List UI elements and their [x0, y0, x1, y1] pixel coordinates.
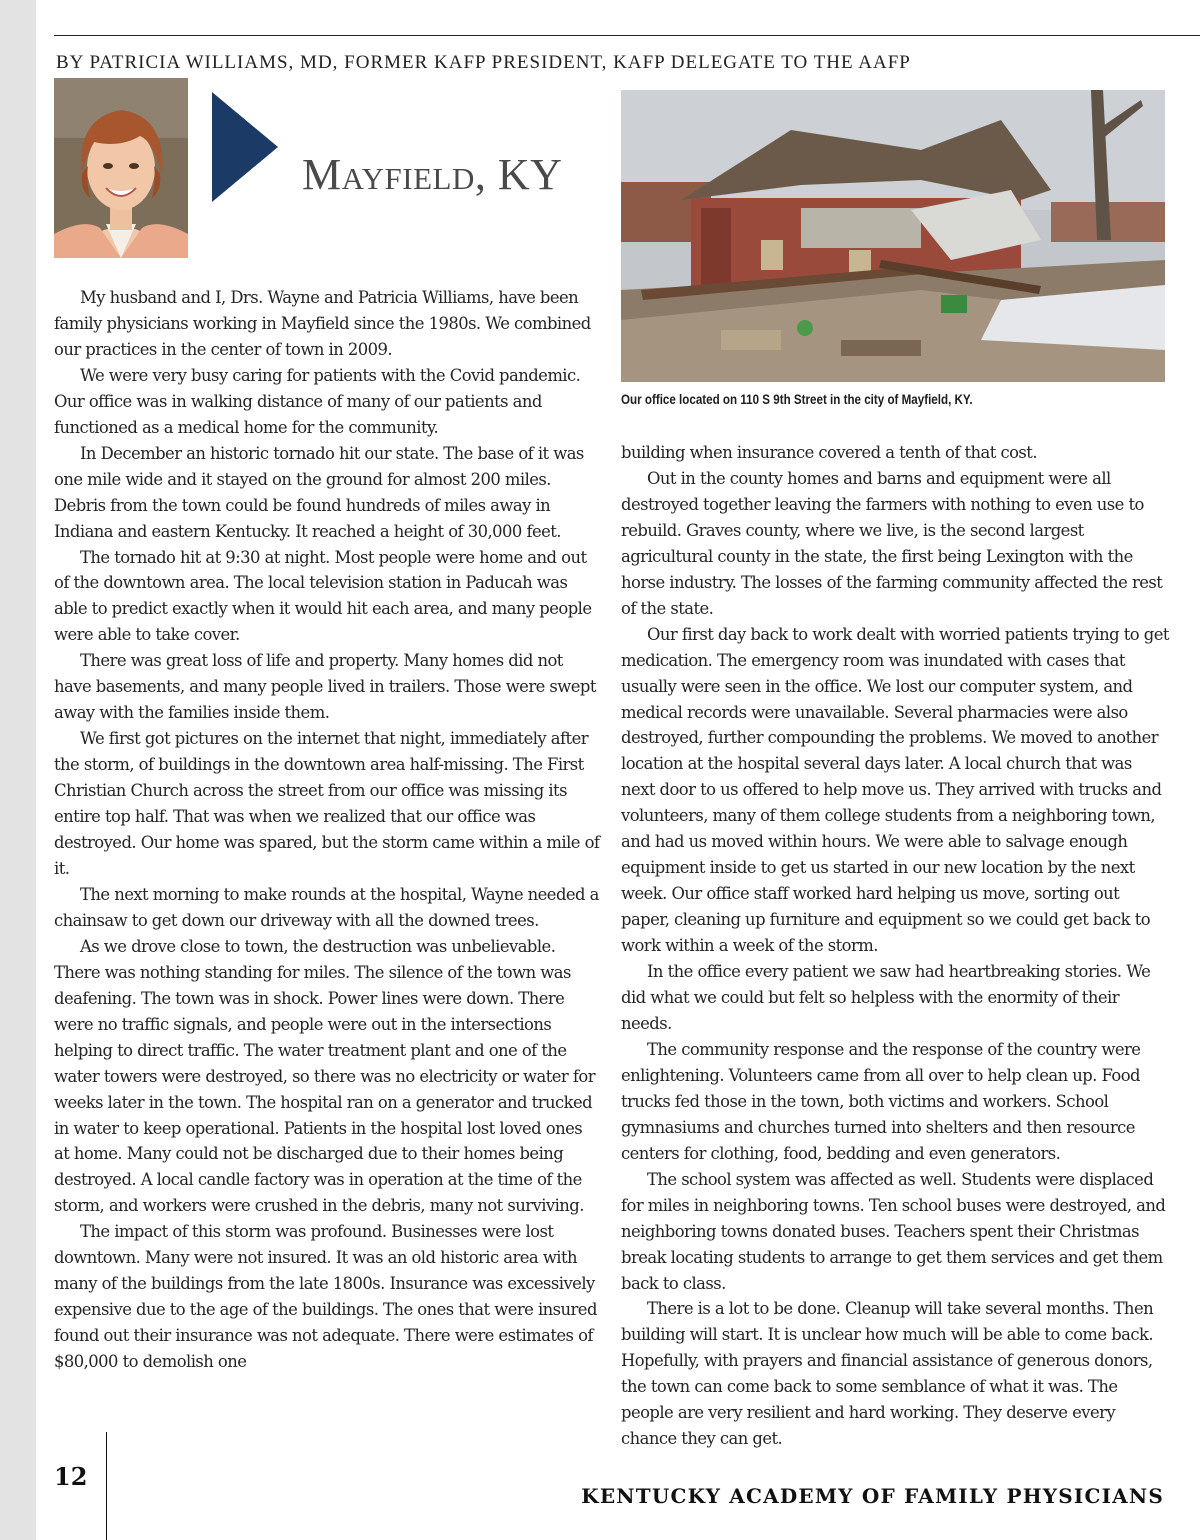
paragraph: The tornado hit at 9:30 at night. Most people were home and out of the downtown area. The local television station in Paducah was able to predict exactly when it would hit each area, and many people were able to take cover.	[54, 547, 592, 645]
damaged-office-illustration	[621, 90, 1165, 382]
article-column-right	[621, 440, 1169, 1452]
paragraph: My husband and I, Drs. Wayne and Patricia Williams, have been family physicians working in Mayfield since the 1980s. We combined our practices in the center of town in 2009.	[54, 288, 591, 359]
paragraph: In December an historic tornado hit our state. The base of it was one mile wide and it stayed on the ground for almost 200 miles. Debris from the town could be found hundreds of miles away in Indiana and eastern Kentucky. It reached a height of 30,000 feet.	[54, 443, 584, 541]
byline: BY PATRICIA WILLIAMS, MD, FORMER KAFP PRESIDENT, KAFP DELEGATE TO THE AAFP	[56, 52, 911, 73]
publication-name: KENTUCKY ACADEMY OF FAMILY PHYSICIANS	[581, 1484, 1164, 1508]
footer-divider	[106, 1432, 107, 1540]
paragraph: The next morning to make rounds at the hospital, Wayne needed a chainsaw to get down our driveway with all the downed trees.	[54, 884, 599, 930]
paragraph: Our first day back to work dealt with worried patients trying to get medication. The emergency room was inundated with cases that usually were seen in the office. We lost our computer system, and medical records were unavailable. Several pharmacies were also destroyed, further compounding the problems. We moved to another location at the hospital several days later. A local church that was next door to us offered to help move us. They arrived with trucks and volunteers, many of them college students from a neighboring town, and had us moved within hours. We were able to salvage enough equipment inside to get us started in our new location by the next week. Our office staff worked hard helping us move, sorting out paper, cleaning up furniture and equipment so we could get back to work within a week of the storm.	[621, 624, 1169, 956]
author-portrait-illustration	[54, 78, 188, 258]
paragraph: Out in the county homes and barns and equipment were all destroyed together leaving the farmers with nothing to even use to rebuild. Graves county, where we live, is the second largest agricultural county in the state, the first being Lexington with the horse industry. The losses of the farming community affected the rest of the state.	[621, 468, 1163, 618]
header-rule	[54, 35, 1200, 36]
paragraph: In the office every patient we saw had heartbreaking stories. We did what we could but felt so helpless with the enormity of their needs.	[621, 962, 1151, 1033]
article-title: Mayfield, KY	[302, 150, 563, 200]
paragraph: The school system was affected as well. Students were displaced for miles in neighboring towns. Ten school buses were destroyed, and neighboring towns donated buses. Teachers spent their Christmas break locating students to arrange to get them services and get them back to class.	[621, 1169, 1166, 1293]
paragraph: The community response and the response of the country were enlightening. Volunteers came from all over to help clean up. Food trucks fed those in the town, both victims and workers. School gymnasiums and churches turned into shelters and then resource centers for clothing, food, bedding and even generators.	[621, 1039, 1141, 1163]
tornado-damage-photo	[621, 90, 1165, 382]
article-column-left	[54, 285, 600, 1375]
page-edge-strip	[0, 0, 36, 1540]
author-photo	[54, 78, 188, 258]
page-number: 12	[54, 1462, 88, 1491]
paragraph-continuation: building when insurance covered a tenth of that cost.	[621, 443, 1037, 462]
paragraph: As we drove close to town, the destruction was unbelievable. There was nothing standing for miles. The silence of the town was deafening. The town was in shock. Power lines were down. There were no traffic signals, and people were out in the intersections helping to direct traffic. The water treatment plant and one of the water towers were destroyed, so there was no electricity or water for weeks later in the town. The hospital ran on a generator and trucked in water to keep operational. Patients in the hospital lost loved ones at home. Many could not be discharged due to their homes being destroyed. A local candle factory was in operation at the time of the storm, and workers were crushed in the debris, many not surviving.	[54, 936, 595, 1216]
paragraph: We were very busy caring for patients with the Covid pandemic. Our office was in walking distance of many of our patients and functioned as a medical home for the community.	[54, 365, 581, 437]
paragraph: The impact of this storm was profound. Businesses were lost downtown. Many were not insured. It was an old historic area with many of the buildings from the late 1800s. Insurance was excessively expensive due to the age of the buildings. The ones that were insured found out their insurance was not adequate. There were estimates of $80,000 to demolish one	[54, 1222, 597, 1372]
arrow-icon	[212, 92, 278, 202]
paragraph: We first got pictures on the internet that night, immediately after the storm, of buildings in the downtown area half-missing. The First Christian Church across the street from our office was missing its entire top half. That was when we realized that our office was destroyed. Our home was spared, but the storm came within a mile of it.	[54, 729, 600, 878]
paragraph: There was great loss of life and property. Many homes did not have basements, and many people lived in trailers. Those were swept away with the families inside them.	[54, 651, 596, 723]
paragraph: There is a lot to be done. Cleanup will take several months. Then building will start. It is unclear how much will be able to come back. Hopefully, with prayers and financial assistance of generous donors, the town can come back to some semblance of what it was. The people are very resilient and hard working. They deserve every chance they can get.	[621, 1299, 1154, 1449]
photo-caption: Our office located on 110 S 9th Street in the city of Mayfield, KY.	[621, 392, 973, 407]
